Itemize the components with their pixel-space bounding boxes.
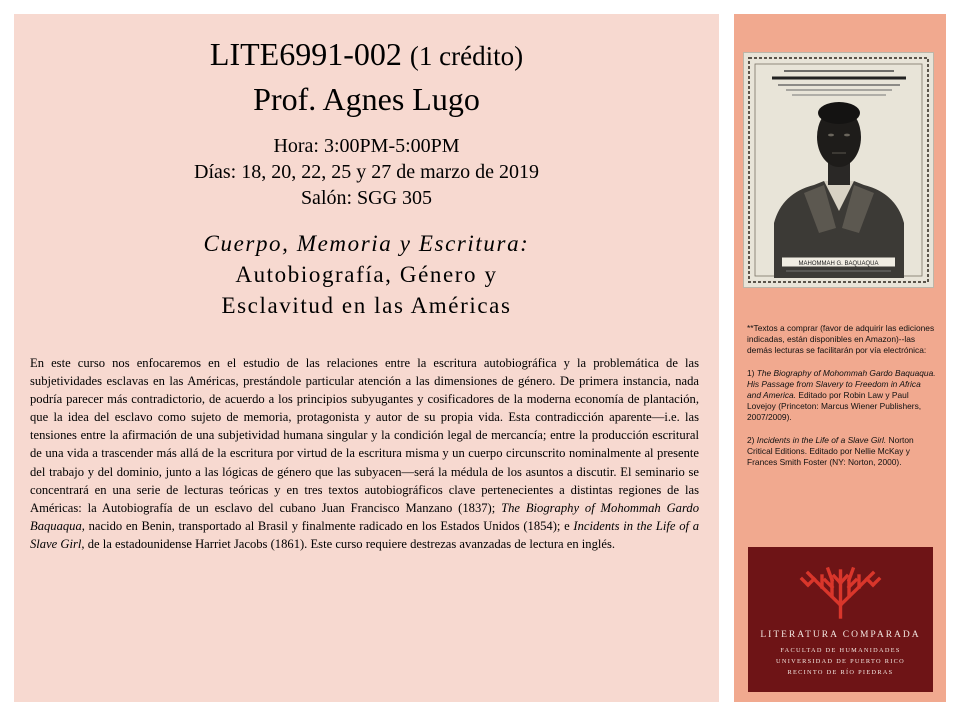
course-description (30, 354, 699, 553)
logo-campus: RECINTO DE RÍO PIEDRAS (787, 669, 894, 676)
course-title (14, 228, 719, 321)
reading-item-1-details: Editado por Robin Law y Paul Lovejoy (Princeton: Marcus Wiener Publishers, 2007/2009). (747, 390, 922, 423)
description-part-1: En este curso nos enfocaremos en el estudio de las relaciones entre la escritura autobiográfica y la problemática de las subjetividades esclavas en las Américas, prestándole particular atención a las dimensiones de género. De primera instancia, nada podría parecer más contradictorio, de acuerdo a los principios subyugantes y cosificadores de la moderna economía de plantación, que la idea del esclavo como sujeto de memoria, protagonista y autor de su propia vida. Esta contradicción aparente—i.e. las tensiones entre la afirmación de una subjetividad humana singular y la condición legal de mercancía; entre la producción escritural de una vida a trascender más allá de la escritura por virtud de la escritura misma y un cuerpo circunscrito nominalmente al presente del trabajo y del dominio, junto a las lógicas de género que las subyacen—será la médula de los asuntos a discutir. El seminario se concentrará en una serie de lecturas teóricas y en tres textos autobiográficos clave pertenecientes a distintas regiones de las Américas: la Autobiografía de un esclavo del cubano Juan Francisco Manzano (1837); (30, 356, 699, 515)
schedule-days: Días: 18, 20, 22, 25 y 27 de marzo de 2019 (194, 161, 539, 183)
description-part-3: , de la estadounidense Harriet Jacobs (1861). Este curso requiere destrezas avanzadas de lectura en inglés. (81, 536, 616, 551)
reading-item-1-number: 1) (747, 367, 755, 378)
reading-item-2-number: 2) (747, 434, 755, 445)
reading-item-1 (747, 368, 937, 424)
schedule-hours: Hora: 3:00PM-5:00PM (273, 135, 460, 157)
department-logo (748, 547, 933, 692)
reading-item-2 (747, 435, 937, 469)
reading-list-intro: **Textos a comprar (favor de adquirir las ediciones indicadas, están disponibles en Amazon)--las demás lecturas se facilitarán por vía electrónica: (747, 323, 935, 356)
description-part-2: , nacido en Benin, transportado al Brasil y finalmente radicado en los Estados Unidos (1854); e (81, 518, 574, 533)
logo-title: LITERATURA COMPARADA (760, 630, 921, 640)
course-title-line-3: Esclavitud en las Américas (221, 293, 512, 318)
schedule-info (14, 133, 719, 211)
book-cover-portrait-image (743, 52, 934, 288)
reading-list-notes (747, 323, 937, 479)
course-code-text: LITE6991-002 (209, 36, 402, 72)
logo-university: UNIVERSIDAD DE PUERTO RICO (776, 658, 905, 665)
course-title-line-2: Autobiografía, Género y (235, 262, 498, 287)
course-title-line-1: Cuerpo, Memoria y Escritura: (203, 231, 530, 256)
logo-faculty: FACULTAD DE HUMANIDADES (780, 647, 901, 654)
engraved-portrait-icon (744, 53, 933, 287)
main-panel (14, 14, 719, 702)
professor-name: Prof. Agnes Lugo (253, 81, 480, 117)
portrait-caption: MAHOMMAH G. BAQUAQUA (798, 261, 879, 267)
reading-item-2-title: Incidents in the Life of a Slave Girl. (756, 434, 887, 445)
course-code (14, 36, 719, 74)
description-book-2: Incidents in the Life of a Slave Girl (30, 518, 700, 551)
description-book-1: The Biography of Mohommah Gardo Baquaqua (30, 500, 699, 533)
reading-item-1-title: The Biography of Mohommah Gardo Baquaqua. His Passage from Slavery to Freedom in Africa and America. (747, 367, 936, 401)
classroom: Salón: SGG 305 (300, 187, 433, 209)
tree-emblem-icon (748, 547, 933, 625)
reading-item-2-details: Norton Critical Editions. Editado por Nellie McKay y Frances Smith Foster (NY: Norton, 2000). (747, 434, 914, 468)
course-credit: (1 crédito) (409, 41, 524, 71)
